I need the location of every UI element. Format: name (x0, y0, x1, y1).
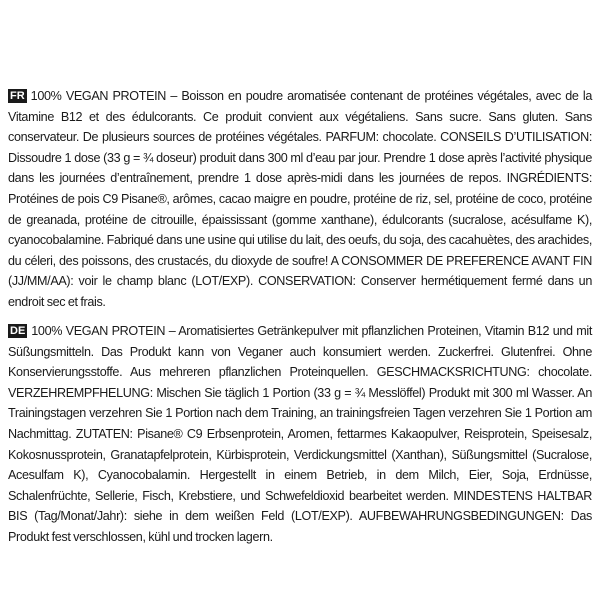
german-label-text: 100% VEGAN PROTEIN – Aromatisiertes Getränkepulver mit pflanzlichen Proteinen, Vitamin B12 und mit Süßungsmitteln. Das Produkt kann von Veganer auch konsumiert werden. Zuckerfrei. Glutenfrei. Ohne Konservierungsstoffe. Aus mehreren pflanzlichen Proteinquellen. GESCHMACKSRICHTUNG: chocolate. VERZEHREMPFHELUNG: Mischen Sie täglich 1 Portion (33 g = ¾ Messlöffel) Produkt mit 300 ml Wasser. An Trainingstagen verzehren Sie 1 Portion nach dem Training, an trainingsfreien Tagen verzehren Sie 1 Portion am Nachmittag. ZUTATEN: Pisane® C9 Erbsenprotein, Aromen, fettarmes Kakaopulver, Reisprotein, Speisesalz, Kokosnussprotein, Granatapfelprotein, Kürbisprotein, Verdickungsmittel (Xanthan), Süßungsmittel (Sucralose, Acesulfam K), Cyanocobalamin. Hergestellt in einem Betrieb, in dem Milch, Eier, Soja, Erdnüsse, Schalenfrüchte, Sellerie, Fisch, Krebstiere, und Schwefeldioxid bearbeitet werden. MINDESTENS HALTBAR BIS (Tag/Monat/Jahr): siehe in dem weißen Feld (LOT/EXP). AUFBEWAHRUNGSBEDINGUNGEN: Das Produkt fest verschlossen, kühl und trocken lagern. (8, 324, 592, 544)
german-label-section (8, 321, 592, 548)
language-badge-de: DE (10, 325, 26, 337)
french-label-text: 100% VEGAN PROTEIN – Boisson en poudre aromatisée contenant de protéines végétales, avec de la Vitamine B12 et des édulcorants. Ce produit convient aux végétaliens. Sans sucre. Sans gluten. Sans conservateur. De plusieurs sources de protéines végétales. PARFUM: chocolate. CONSEILS D’UTILISATION: Dissoudre 1 dose (33 g = ¾ doseur) produit dans 300 ml d’eau par jour. Prendre 1 dose après l’activité physique dans les journées d’entraînement, prendre 1 dose après-midi dans les journées de repos. INGRÉDIENTS: Protéines de pois C9 Pisane®, arômes, cacao maigre en poudre, protéine de riz, sel, protéine de coco, protéine de greanada, protéine de citrouille, épaississant (gomme xanthane), édulcorants (sucralose, acésulfame K), cyanocobalamine. Fabriqué dans une usine qui utilise du lait, des oeufs, du soja, des cacahuètes, des arachides, du céleri, des poissons, des crustacés, du dioxyde de soufre! A CONSOMMER DE PREFERENCE AVANT FIN (JJ/MM/AA): voir le champ blanc (LOT/EXP). CONSERVATION: Conserver hermétiquement fermé dans un endroit sec et frais. (8, 89, 592, 309)
language-badge-fr: FR (10, 90, 25, 102)
french-label-section (8, 86, 592, 313)
